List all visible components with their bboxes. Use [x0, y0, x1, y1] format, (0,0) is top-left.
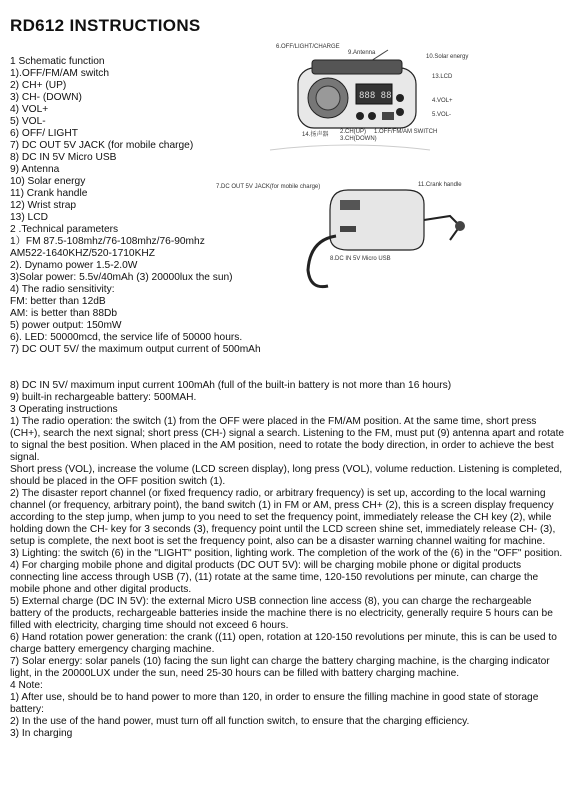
instruction-paragraph: 5) External charge (DC IN 5V): the external Micro USB connection line access (8), you can charge the rechargeable battery of the products, rechargeable batteries inside the machine there is no electricity, generally require 5 hours can be filled with electricity, charging time should not exceed 6 hours.	[10, 596, 553, 631]
instruction-paragraph: 8) DC IN 5V/ maximum input current 100mAh (full of the built-in battery is not more than 16 hours)	[10, 380, 452, 391]
instruction-paragraph: 9) built-in rechargeable battery: 500MAH.	[10, 392, 197, 403]
spec-line: 7) DC OUT 5V/ the maximum output current of 500mAh	[10, 344, 261, 355]
label-antenna: 9.Antenna	[348, 50, 376, 56]
label-vol-minus: 5.VOL-	[432, 112, 452, 118]
spec-line: 7) DC OUT 5V JACK (for mobile charge)	[10, 140, 194, 151]
ch-up-button	[356, 112, 364, 120]
instruction-paragraph: 1) The radio operation: the switch (1) from the OFF were placed in the FM/AM position. At the same time, short press (CH+), search the next signal; short press (CH-) signal a search. Listening to the FM, must put (9) antenna apart and rotate to signal the best position. When placed in the AM position, need to rotate the body direction, in order to achieve the best signal.	[10, 416, 565, 463]
spec-line: 6). LED: 50000mcd, the service life of 50000 hours.	[10, 332, 243, 343]
product-diagram	[210, 40, 570, 320]
label-speaker: 14.扬声器	[302, 132, 329, 138]
spec-line: 2 .Technical parameters	[10, 224, 119, 235]
spec-line: 3) CH- (DOWN)	[10, 92, 82, 103]
spec-line: 2). Dynamo power 1.5-2.0W	[10, 260, 138, 271]
spec-line: 3)Solar power: 5.5v/40mAh (3) 20000lux the sun)	[10, 272, 233, 283]
spec-line: 2) CH+ (UP)	[10, 80, 67, 91]
spec-line: 11) Crank handle	[10, 188, 88, 199]
spec-line: 4) VOL+	[10, 104, 49, 115]
label-dc-in: 8.DC IN 5V Micro USB	[330, 256, 391, 262]
spec-line: 9) Antenna	[10, 164, 60, 175]
label-lcd: 13.LCD	[432, 74, 453, 80]
instruction-paragraph: 4) For charging mobile phone and digital products (DC OUT 5V): will be charging mobile phone or digital products connecting line access through USB (7), (11) rotate at the same time, 120-150 revolutions per minute, can charge the mobile phone and other digital products.	[10, 560, 539, 595]
spec-line: 10) Solar energy	[10, 176, 86, 187]
instruction-paragraph: 3 Operating instructions	[10, 404, 118, 415]
instruction-paragraph: 6) Hand rotation power generation: the crank ((11) open, rotation at 120-150 revolutions per minute, this is can be used to charge battery emergency charging machine.	[10, 632, 557, 655]
radio-side-view	[216, 182, 465, 287]
spec-line: 12) Wrist strap	[10, 200, 77, 211]
spec-line: 1 Schematic function	[10, 56, 105, 67]
crank-handle	[424, 216, 460, 240]
instruction-paragraph: 2) In the use of the hand power, must turn off all function switch, to ensure that the charging efficiency.	[10, 716, 470, 727]
instruction-paragraph: 3) In charging	[10, 728, 73, 739]
spec-line: 1).OFF/FM/AM switch	[10, 68, 110, 79]
spec-line: AM522-1640KHZ/520-1710KHZ	[10, 248, 155, 259]
label-ch-down: 3.CH(DOWN)	[340, 136, 377, 142]
label-crank: 11.Crank handle	[418, 182, 462, 188]
spec-line: FM: better than 12dB	[10, 296, 106, 307]
instruction-paragraph: Short press (VOL), increase the volume (LCD screen display), long press (VOL), volume reduction. Listening is completed, should be placed in the OFF position switch (1).	[10, 464, 563, 487]
instruction-paragraph: 7) Solar energy: solar panels (10) facing the sun light can charge the battery charging machine, is the charging indicator light, in the 20000LUX under the sun, need 25-30 hours can be filled with battery charging machine.	[10, 656, 550, 679]
crank-knob	[455, 221, 465, 231]
ch-down-button	[368, 112, 376, 120]
label-switch: 1.OFF/FM/AM SWITCH	[374, 129, 438, 135]
instruction-paragraph: 4 Note:	[10, 680, 43, 691]
dc-in-port	[340, 226, 356, 232]
radio-front-view	[270, 44, 468, 150]
spec-line: 5) power output: 150mW	[10, 320, 122, 331]
instruction-paragraph: 1) After use, should be to hand power to more than 120, in order to ensure the filling machine in good state of storage battery:	[10, 692, 539, 715]
solar-panel	[312, 60, 402, 74]
spec-line: 1）FM 87.5-108mhz/76-108mhz/76-90mhz	[10, 236, 205, 247]
instruction-paragraph: 3) Lighting: the switch (6) in the "LIGHT" position, lighting work. The completion of the work of the (6) in the "OFF" position.	[10, 548, 563, 559]
instruction-paragraph: 2) The disaster report channel (or fixed frequency radio, or arbitrary frequency) is set up, according to the local warning channel (or frequency, arbitrary point), the band switch (1) in FM or AM, press CH+ (2), this is a screen display frequency according to the step jump, when jump to you need to set the frequency point, immediately release the CH key (2), while holding down the CH- key for 3 seconds (3), frequency point until the LCD screen shine set, immediately release CH- (3), setup is complete, the next boot is set the frequency point, also can be a disaster warning channel waiting for machine.	[10, 488, 556, 547]
band-switch	[382, 112, 394, 120]
dc-out-port	[340, 200, 360, 210]
lcd-readout: 888 88	[359, 91, 392, 101]
speaker-center	[316, 86, 340, 110]
vol-minus-button	[396, 108, 404, 116]
label-solar: 10.Solar energy	[426, 54, 469, 60]
label-ch-up: 2.CH(UP)	[340, 129, 367, 135]
spec-line: 5) VOL-	[10, 116, 46, 127]
spec-line: AM: is better than 88Db	[10, 308, 118, 319]
spec-line: 4) The radio sensitivity:	[10, 284, 115, 295]
divider-curve	[270, 145, 430, 150]
label-dc-out: 7.DC OUT 5V JACK(for mobile charge)	[216, 184, 321, 190]
spec-line: 13) LCD	[10, 212, 48, 223]
spec-line: 6) OFF/ LIGHT	[10, 128, 78, 139]
spec-line: 8) DC IN 5V Micro USB	[10, 152, 117, 163]
instructions-body	[10, 380, 565, 740]
vol-plus-button	[396, 94, 404, 102]
label-light: 6.OFF/LIGHT/CHARGE	[276, 44, 340, 50]
page-title: RD612 INSTRUCTIONS	[10, 16, 201, 35]
label-vol-plus: 4.VOL+	[432, 98, 453, 104]
side-body	[330, 190, 424, 250]
